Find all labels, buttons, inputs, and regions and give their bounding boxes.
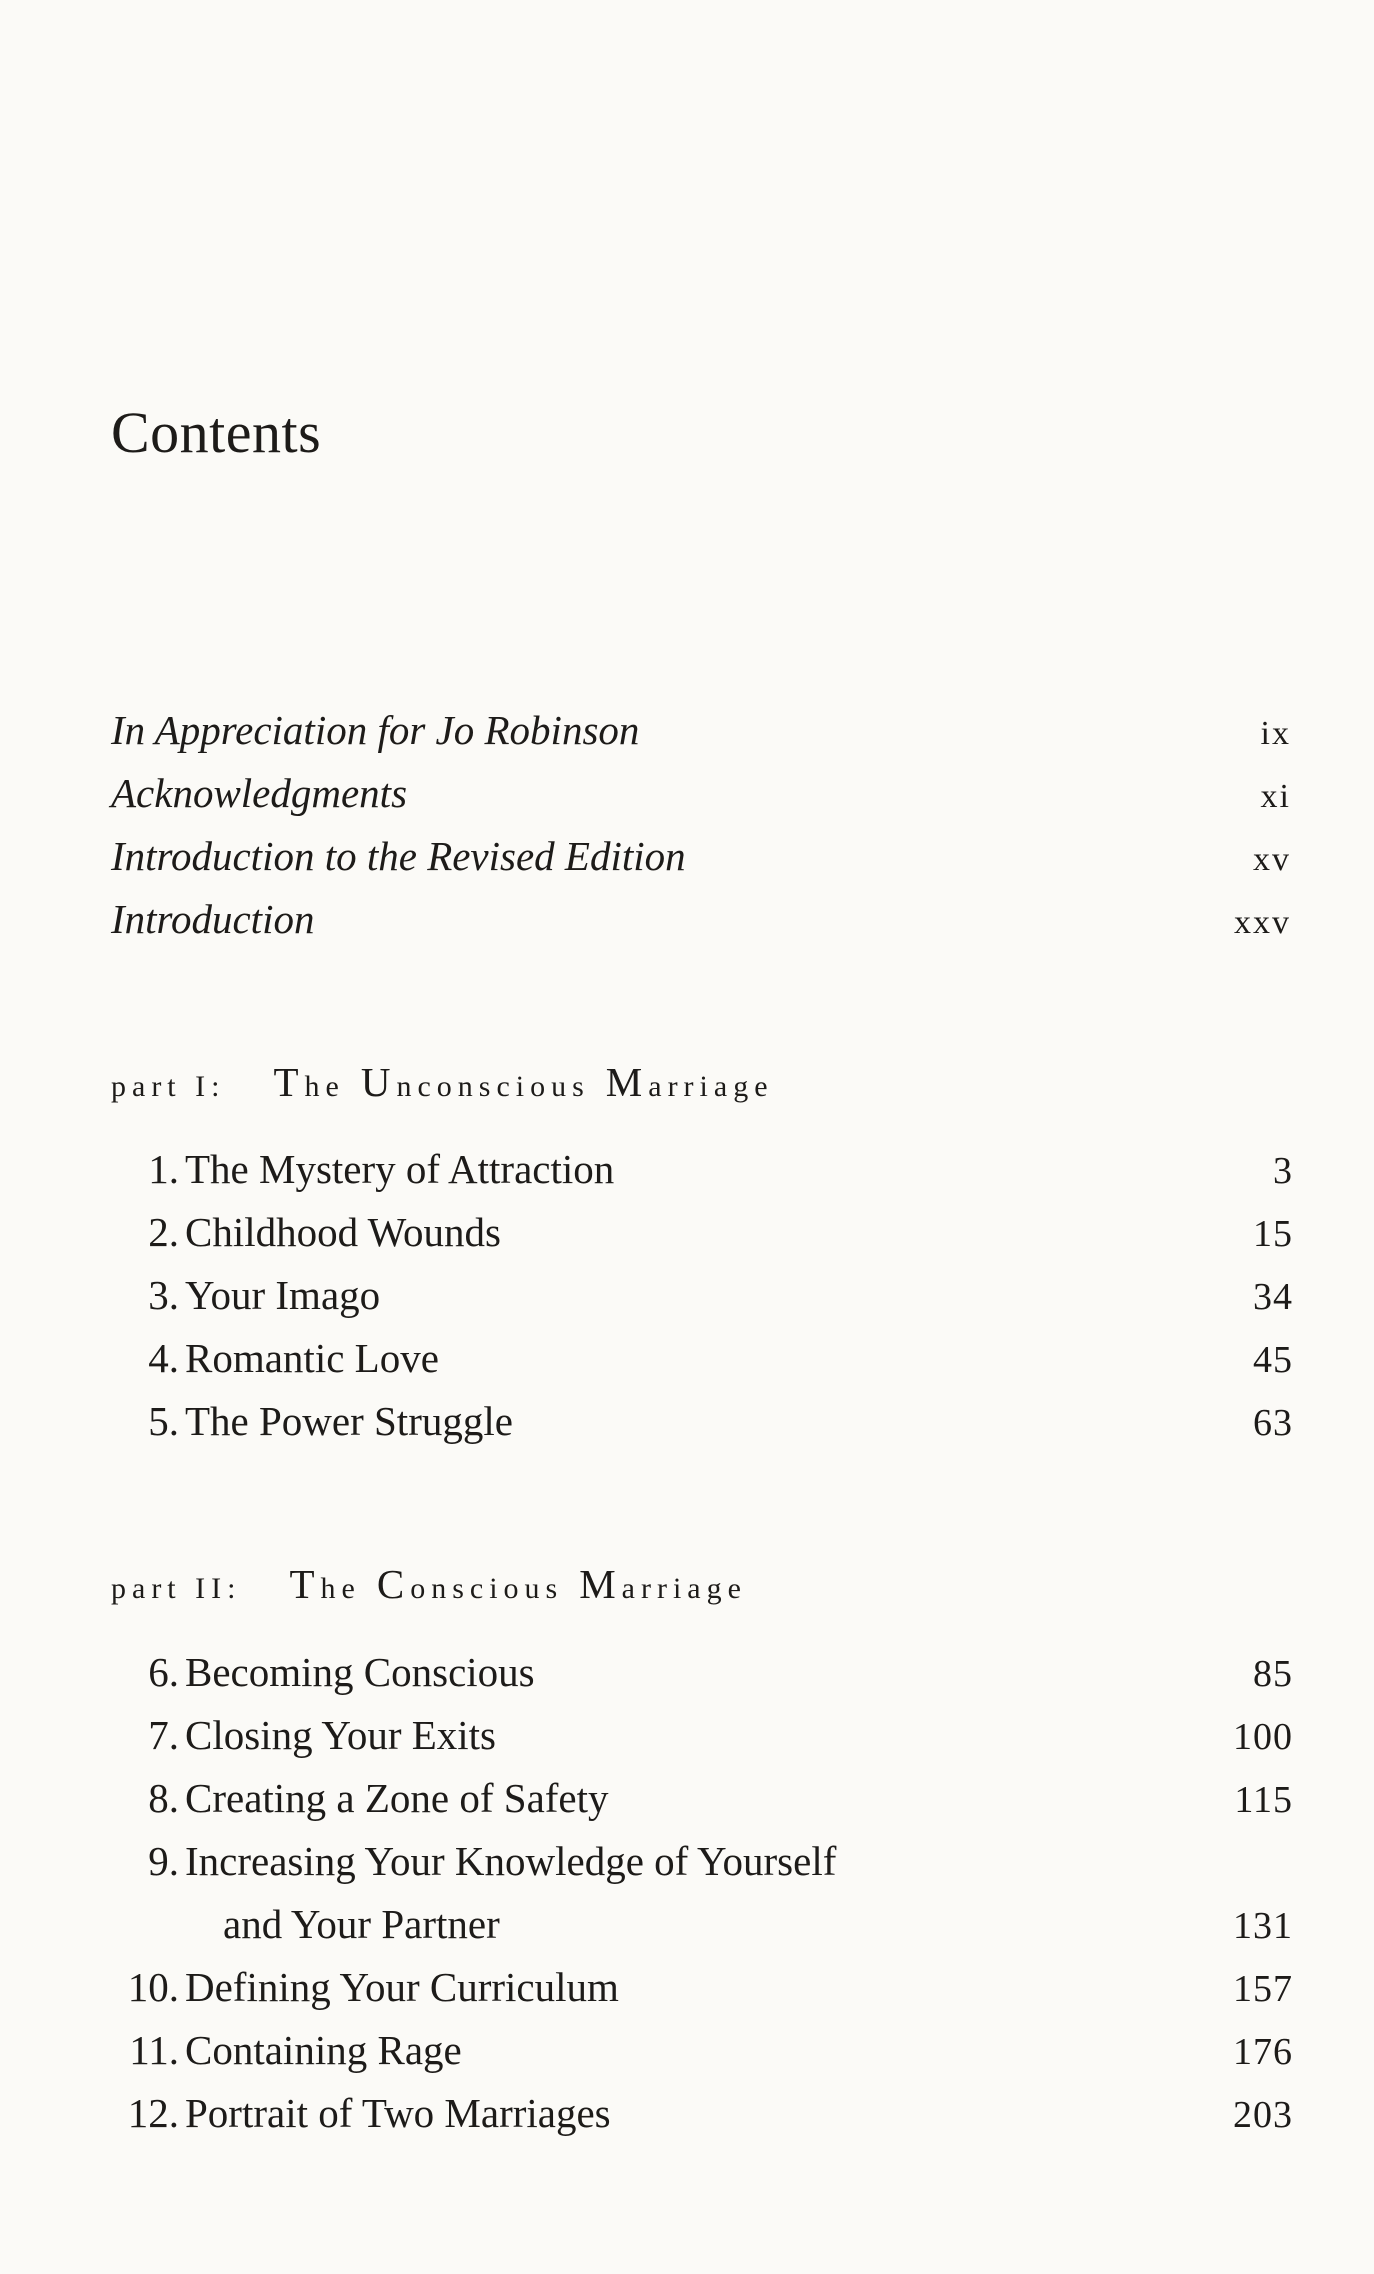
chapter-number: 3.	[148, 1272, 179, 1318]
chapter-title: and Your Partner	[223, 1901, 500, 1947]
front-matter-title: Acknowledgments	[111, 770, 408, 816]
chapter-page: 203	[1233, 2094, 1293, 2136]
chapter-title: Childhood Wounds	[185, 1209, 502, 1255]
chapter-page: 63	[1253, 1402, 1293, 1444]
front-matter-title: Introduction	[111, 896, 315, 942]
page-title: Contents	[111, 400, 322, 465]
front-matter-item[interactable]	[111, 895, 1291, 958]
chapter-title: Your Imago	[185, 1272, 381, 1318]
chapter-title: Portrait of Two Marriages	[185, 2090, 611, 2136]
part-heading	[111, 1560, 747, 1608]
chapter-number: 6.	[148, 1649, 179, 1695]
chapter-title: Romantic Love	[185, 1335, 439, 1381]
part-title-initial: M	[579, 1561, 622, 1607]
chapter-page: 131	[1233, 1905, 1293, 1947]
chapter-row[interactable]	[111, 2089, 1293, 2152]
chapter-page: 85	[1253, 1653, 1293, 1695]
part-title-rest: nconscious	[396, 1070, 590, 1103]
chapter-page: 115	[1234, 1779, 1293, 1821]
chapter-page: 3	[1273, 1150, 1293, 1192]
chapter-row[interactable]	[111, 1963, 1293, 2026]
part-title-rest: arriage	[648, 1070, 774, 1103]
chapter-title: Defining Your Curriculum	[185, 1964, 619, 2010]
chapter-page: 15	[1253, 1213, 1293, 1255]
chapter-number: 1.	[148, 1146, 179, 1192]
part-heading	[111, 1058, 774, 1106]
chapter-page: 45	[1253, 1339, 1293, 1381]
chapter-row[interactable]	[111, 1837, 1293, 1900]
chapter-list	[111, 1648, 1293, 2152]
front-matter-page: ix	[1260, 715, 1291, 752]
part-title-initial: T	[289, 1561, 321, 1607]
front-matter-item[interactable]	[111, 769, 1291, 832]
front-matter-page: xi	[1260, 778, 1291, 815]
chapter-title: Containing Rage	[185, 2027, 462, 2073]
chapter-title: The Power Struggle	[185, 1398, 513, 1444]
chapter-row[interactable]	[111, 2026, 1293, 2089]
chapter-number: 7.	[148, 1712, 179, 1758]
chapter-row[interactable]	[111, 1208, 1293, 1271]
chapter-page: 34	[1253, 1276, 1293, 1318]
front-matter-title: In Appreciation for Jo Robinson	[111, 707, 640, 753]
front-matter-page: xv	[1253, 841, 1291, 878]
part-title-initial: M	[605, 1059, 649, 1105]
front-matter-list	[111, 706, 1291, 958]
chapter-number: 12.	[127, 2090, 179, 2136]
chapter-row-continuation[interactable]	[111, 1900, 1293, 1963]
chapter-page: 157	[1233, 1968, 1293, 2010]
chapter-number: 8.	[148, 1775, 179, 1821]
chapter-number: 5.	[148, 1398, 179, 1444]
front-matter-item[interactable]	[111, 706, 1291, 769]
chapter-number: 4.	[148, 1335, 179, 1381]
chapter-page: 176	[1233, 2031, 1293, 2073]
chapter-page: 100	[1233, 1716, 1293, 1758]
chapter-row[interactable]	[111, 1774, 1293, 1837]
chapter-list	[111, 1145, 1293, 1460]
part-title-rest: arriage	[621, 1572, 747, 1605]
part-label: part II:	[111, 1572, 242, 1605]
chapter-row[interactable]	[111, 1711, 1293, 1774]
part-title-initial: U	[360, 1059, 397, 1105]
chapter-row[interactable]	[111, 1397, 1293, 1460]
part-title-rest: he	[320, 1572, 361, 1605]
part-title-initial: C	[376, 1561, 411, 1607]
chapter-title: Increasing Your Knowledge of Yourself	[185, 1838, 837, 1884]
chapter-number: 2.	[148, 1209, 179, 1255]
front-matter-item[interactable]	[111, 832, 1291, 895]
chapter-row[interactable]	[111, 1271, 1293, 1334]
front-matter-title: Introduction to the Revised Edition	[111, 833, 686, 879]
part-label: part I:	[111, 1070, 226, 1103]
chapter-number: 10.	[127, 1964, 179, 2010]
chapter-row[interactable]	[111, 1648, 1293, 1711]
part-title-rest: he	[304, 1070, 345, 1103]
chapter-number: 9.	[148, 1838, 179, 1884]
chapter-title: The Mystery of Attraction	[185, 1146, 615, 1192]
chapter-row[interactable]	[111, 1145, 1293, 1208]
chapter-title: Closing Your Exits	[185, 1712, 497, 1758]
front-matter-page: xxv	[1234, 904, 1291, 941]
part-title-initial: T	[273, 1059, 305, 1105]
chapter-row[interactable]	[111, 1334, 1293, 1397]
chapter-number: 11.	[129, 2027, 179, 2073]
part-title-rest: onscious	[410, 1572, 564, 1605]
chapter-title: Creating a Zone of Safety	[185, 1775, 609, 1821]
chapter-title: Becoming Conscious	[185, 1649, 535, 1695]
